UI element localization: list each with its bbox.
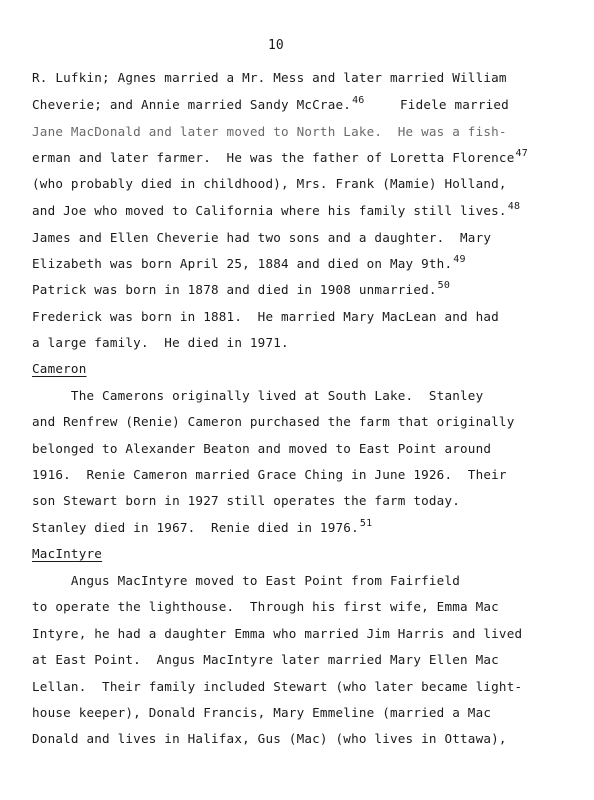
- text-line: erman and later farmer. He was the father of Loretta Florence$^{47}$: [32, 148, 528, 165]
- footnote-ref: 47: [515, 148, 528, 159]
- text-line: Lellan. Their family included Stewart (who later became light-: [32, 679, 523, 694]
- page-number: 10: [268, 38, 284, 53]
- text-line: belonged to Alexander Beaton and moved to East Point around: [32, 441, 492, 456]
- text-line: Stanley died in 1967. Renie died in 1976.51: [32, 518, 373, 535]
- text-line: (who probably died in childhood), Mrs. Frank (Mamie) Holland,: [32, 176, 507, 191]
- text-line: and Renfrew (Renie) Cameron purchased the farm that originally: [32, 414, 515, 429]
- text-line: to operate the lighthouse. Through his first wife, Emma Mac: [32, 599, 499, 614]
- text-line: Frederick was born in 1881. He married Mary MacLean and had: [32, 309, 499, 324]
- text-line: R. Lufkin; Agnes married a Mr. Mess and later married William: [32, 70, 507, 85]
- text-line: Elizabeth was born April 25, 1884 and died on May 9th.$^{49}$: [32, 254, 466, 271]
- text-line: Donald and lives in Halifax, Gus (Mac) (who lives in Ottawa),: [32, 731, 507, 746]
- section-heading-cameron: Cameron: [32, 361, 87, 376]
- text-line: Patrick was born in 1878 and died in 1908 unmarried.$^{50}$: [32, 280, 451, 297]
- text-line: Intyre, he had a daughter Emma who married Jim Harris and lived: [32, 626, 523, 641]
- text-line: house keeper), Donald Francis, Mary Emmeline (married a Mac: [32, 705, 492, 720]
- text-line: Cheverie; and Annie married Sandy McCrae.$^{46}$: [32, 95, 365, 112]
- text-line: James and Ellen Cheverie had two sons and a daughter. Mary: [32, 230, 492, 245]
- footnote-ref: 51: [359, 518, 373, 529]
- text-line: and Joe who moved to California where his family still lives.$^{48}$: [32, 201, 521, 218]
- text-line: son Stewart born in 1927 still operates the farm today.: [32, 493, 461, 508]
- text-line: 1916. Renie Cameron married Grace Ching in June 1926. Their: [32, 467, 507, 482]
- footnote-ref: 48: [507, 201, 521, 212]
- footnote-ref: 50: [437, 280, 451, 291]
- footnote-ref: 49: [453, 254, 466, 265]
- text-line: Angus MacIntyre moved to East Point from Fairfield: [32, 573, 461, 588]
- footnote-ref: 46: [352, 95, 365, 106]
- text-line: The Camerons originally lived at South Lake. Stanley: [32, 388, 484, 403]
- text-line: Fidele married: [400, 97, 509, 112]
- text-line: a large family. He died in 1971.: [32, 335, 289, 350]
- text-line: at East Point. Angus MacIntyre later married Mary Ellen Mac: [32, 652, 499, 667]
- text-line: Jane MacDonald and later moved to North Lake. He was a fish-: [32, 124, 507, 139]
- section-heading-macintyre: MacIntyre: [32, 546, 103, 561]
